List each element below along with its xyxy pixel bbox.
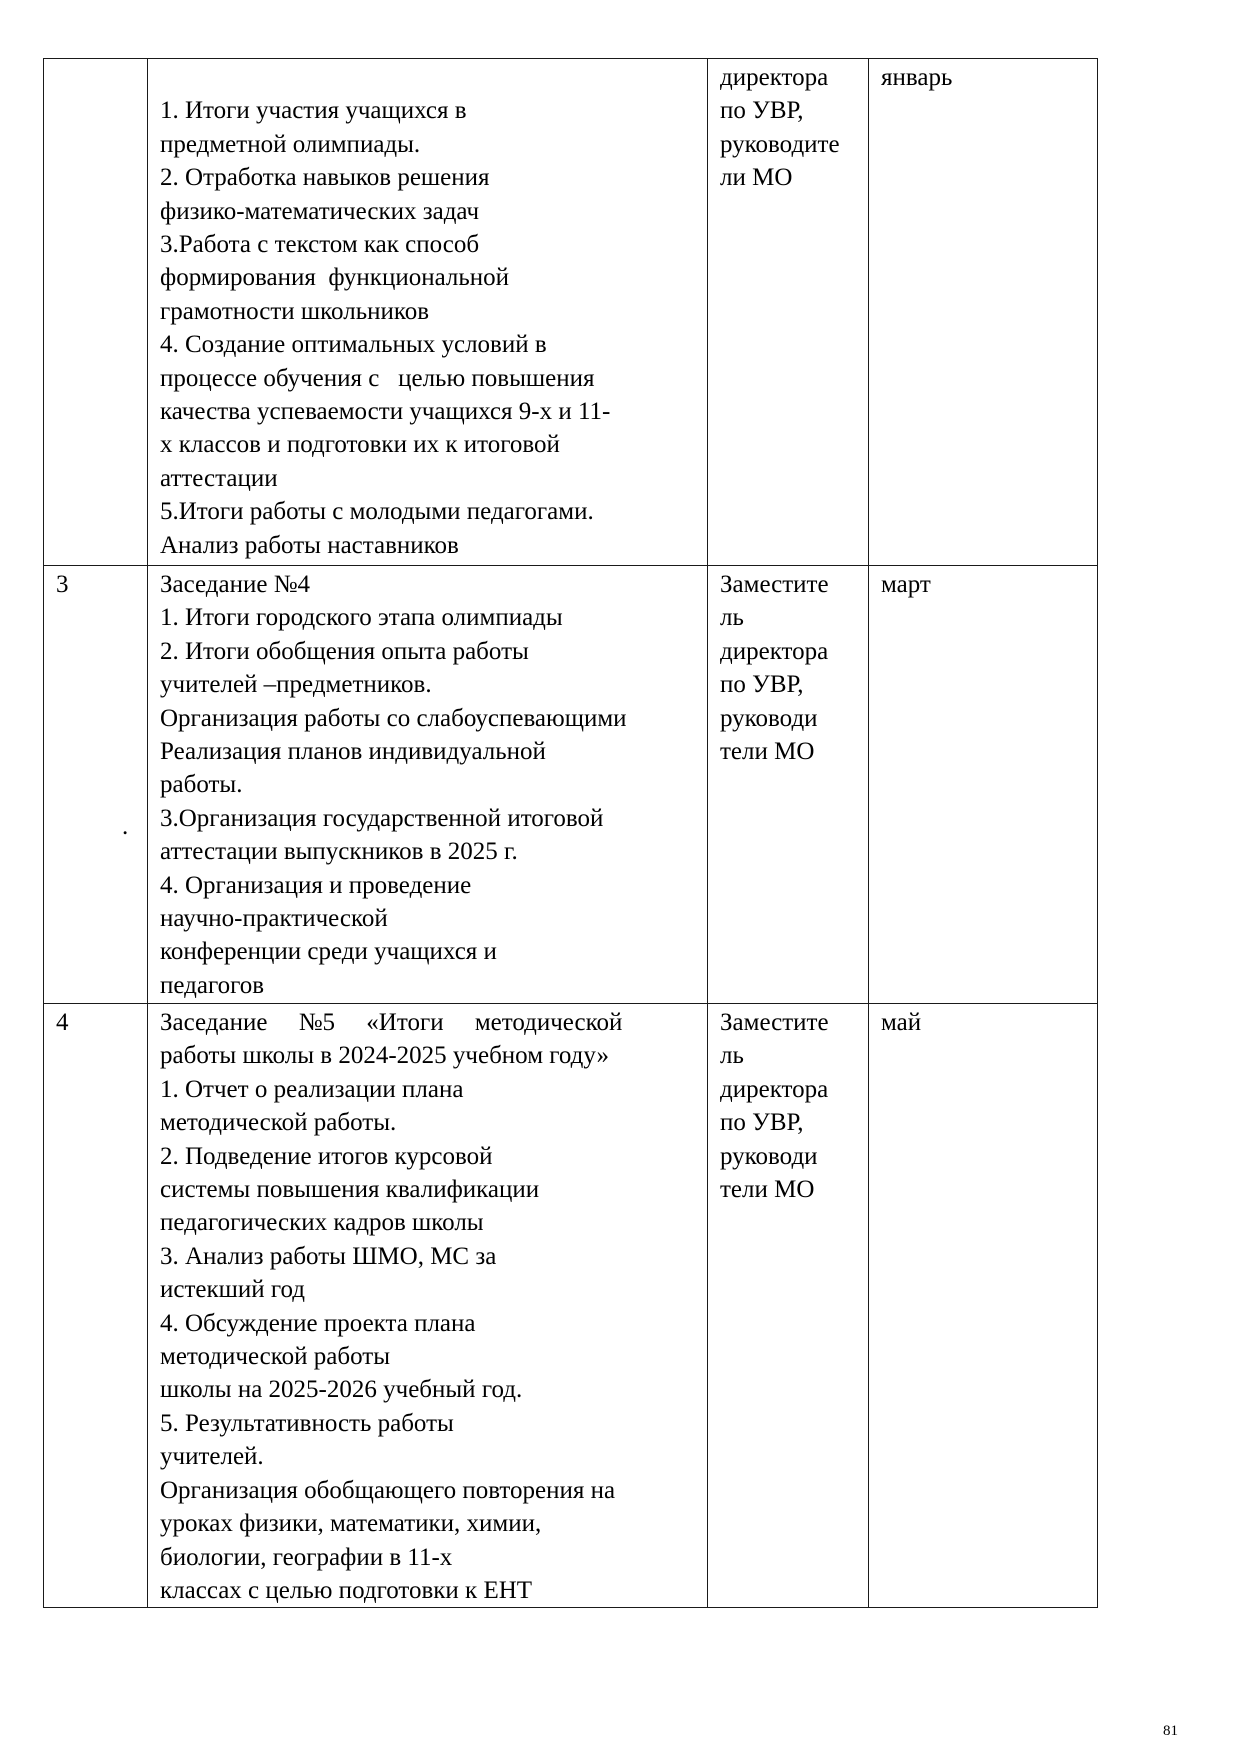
- text-line: работы.: [160, 771, 243, 799]
- text-line: аттестации: [160, 464, 278, 492]
- period-cell: январь: [869, 59, 1098, 566]
- text-line: системы повышения квалификации: [160, 1176, 540, 1204]
- text-line: 4. Создание оптимальных условий в: [160, 331, 547, 359]
- text-line: предметной олимпиады.: [160, 130, 421, 158]
- text-line: Заместите: [720, 1009, 829, 1036]
- text-line: [160, 61, 695, 94]
- text-line: биологии, географии в 11-х: [160, 1543, 453, 1571]
- text-line: по УВР,: [720, 97, 804, 125]
- text-line: директора: [720, 1075, 829, 1103]
- text-line: Заседание №5 «Итоги методической: [160, 1009, 623, 1036]
- row-number-cell: 4: [44, 1004, 148, 1608]
- row-number-cell: [44, 59, 148, 566]
- text-line: Реализация планов индивидуальной: [160, 738, 546, 766]
- text-line: классах с целью подготовки к ЕНТ: [160, 1576, 533, 1604]
- text-line: процессе обучения с целью повышения: [160, 364, 595, 392]
- agenda-cell: [148, 59, 708, 566]
- text-line: физико-математических задач: [160, 197, 480, 225]
- text-line: педагогов: [160, 971, 265, 999]
- text-line: 1. Итоги городского этапа олимпиады: [160, 604, 563, 632]
- period-cell: май: [869, 1004, 1098, 1608]
- text-line: тели МО: [720, 738, 815, 766]
- text-line: Организация работы со слабоуспевающими: [160, 704, 627, 732]
- stray-punctuation-mark: .: [122, 813, 129, 840]
- text-line: методической работы: [160, 1343, 390, 1371]
- text-line: Заместите: [720, 571, 829, 598]
- text-line: руководи: [720, 704, 818, 732]
- text-line: работы школы в 2024-2025 учебном году»: [160, 1042, 610, 1070]
- text-line: 5.Итоги работы с молодыми педагогами.: [160, 498, 594, 526]
- table-row: [44, 566, 1098, 1004]
- text-line: грамотности школьников: [160, 297, 430, 325]
- text-line: по УВР,: [720, 671, 804, 699]
- responsible-cell: [708, 1004, 869, 1608]
- text-line: 3.Работа с текстом как способ: [160, 231, 480, 259]
- text-line: учителей.: [160, 1443, 264, 1471]
- agenda-cell: [148, 566, 708, 1004]
- text-line: ль: [720, 1042, 744, 1070]
- text-line: 5. Результативность работы: [160, 1409, 454, 1437]
- text-line: Анализ работы наставников: [160, 531, 459, 559]
- text-line: директора: [720, 637, 829, 665]
- responsible-cell: [708, 59, 869, 566]
- text-line: руководи: [720, 1142, 818, 1170]
- text-line: по УВР,: [720, 1109, 804, 1137]
- text-line: 3.Организация государственной итоговой: [160, 804, 604, 832]
- text-line: уроках физики, математики, химии,: [160, 1510, 542, 1538]
- text-line: Заседание №4: [160, 571, 311, 598]
- text-line: качества успеваемости учащихся 9-х и 11-: [160, 398, 611, 426]
- text-line: 4. Обсуждение проекта плана: [160, 1309, 476, 1337]
- text-line: директора: [720, 64, 829, 91]
- text-line: 2. Отработка навыков решения: [160, 164, 490, 192]
- text-line: 2. Итоги обобщения опыта работы: [160, 637, 529, 665]
- text-line: 2. Подведение итогов курсовой: [160, 1142, 493, 1170]
- text-line: научно-практической: [160, 905, 388, 933]
- text-line: формирования функциональной: [160, 264, 510, 292]
- text-line: тели МО: [720, 1176, 815, 1204]
- responsible-cell: [708, 566, 869, 1004]
- text-line: истекший год: [160, 1276, 306, 1304]
- text-line: школы на 2025-2026 учебный год.: [160, 1376, 523, 1404]
- text-line: 3. Анализ работы ШМО, МС за: [160, 1242, 497, 1270]
- text-line: аттестации выпускников в 2025 г.: [160, 838, 518, 866]
- text-line: 4. Организация и проведение: [160, 871, 472, 899]
- methodical-plan-table: [43, 58, 1098, 1608]
- text-line: конференции среди учащихся и: [160, 938, 497, 966]
- agenda-cell: [148, 1004, 708, 1608]
- text-line: х классов и подготовки их к итоговой: [160, 431, 560, 459]
- text-line: 1. Итоги участия учащихся в: [160, 97, 467, 125]
- text-line: Организация обобщающего повторения на: [160, 1476, 616, 1504]
- text-line: ли МО: [720, 164, 793, 192]
- page-number: 81: [1163, 1723, 1178, 1739]
- text-line: руководите: [720, 130, 840, 158]
- period-cell: март: [869, 566, 1098, 1004]
- text-line: ль: [720, 604, 744, 632]
- row-number-cell: 3: [44, 566, 148, 1004]
- text-line: 1. Отчет о реализации плана: [160, 1075, 464, 1103]
- text-line: педагогических кадров школы: [160, 1209, 484, 1237]
- text-line: учителей –предметников.: [160, 671, 432, 699]
- text-line: методической работы.: [160, 1109, 397, 1137]
- table-row: [44, 59, 1098, 566]
- table-row: [44, 1004, 1098, 1608]
